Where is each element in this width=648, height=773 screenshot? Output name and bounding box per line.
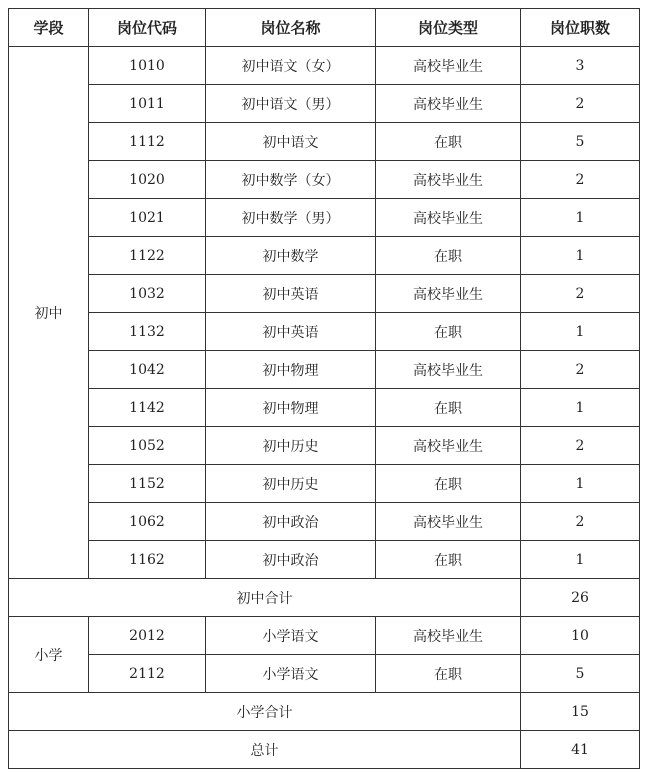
header-type: 岗位类型 bbox=[376, 9, 521, 47]
count-cell: 10 bbox=[521, 617, 640, 655]
type-cell: 在职 bbox=[376, 313, 521, 351]
job-positions-table bbox=[8, 8, 640, 769]
table-row bbox=[9, 85, 640, 123]
count-cell: 5 bbox=[521, 655, 640, 693]
count-cell: 1 bbox=[521, 541, 640, 579]
name-cell: 初中数学（男） bbox=[206, 199, 376, 237]
code-cell: 1021 bbox=[89, 199, 206, 237]
header-code: 岗位代码 bbox=[89, 9, 206, 47]
table-row bbox=[9, 351, 640, 389]
table-row bbox=[9, 503, 640, 541]
name-cell: 初中物理 bbox=[206, 389, 376, 427]
type-cell: 在职 bbox=[376, 465, 521, 503]
subtotal-label: 初中合计 bbox=[9, 579, 521, 617]
count-cell: 1 bbox=[521, 313, 640, 351]
table-row bbox=[9, 389, 640, 427]
table-row bbox=[9, 617, 640, 655]
code-cell: 1152 bbox=[89, 465, 206, 503]
count-cell: 2 bbox=[521, 503, 640, 541]
count-cell: 1 bbox=[521, 237, 640, 275]
type-cell: 高校毕业生 bbox=[376, 617, 521, 655]
type-cell: 在职 bbox=[376, 541, 521, 579]
header-stage: 学段 bbox=[9, 9, 89, 47]
count-cell: 2 bbox=[521, 275, 640, 313]
table-row bbox=[9, 313, 640, 351]
table-row bbox=[9, 123, 640, 161]
subtotal-label: 小学合计 bbox=[9, 693, 521, 731]
header-name: 岗位名称 bbox=[206, 9, 376, 47]
table-row bbox=[9, 427, 640, 465]
code-cell: 1112 bbox=[89, 123, 206, 161]
name-cell: 初中语文（男） bbox=[206, 85, 376, 123]
code-cell: 1132 bbox=[89, 313, 206, 351]
subtotal-value: 26 bbox=[521, 579, 640, 617]
code-cell: 1010 bbox=[89, 47, 206, 85]
type-cell: 高校毕业生 bbox=[376, 199, 521, 237]
code-cell: 1032 bbox=[89, 275, 206, 313]
subtotal-row-junior bbox=[9, 579, 640, 617]
type-cell: 高校毕业生 bbox=[376, 47, 521, 85]
code-cell: 1042 bbox=[89, 351, 206, 389]
name-cell: 初中数学 bbox=[206, 237, 376, 275]
table-row bbox=[9, 275, 640, 313]
name-cell: 初中语文（女） bbox=[206, 47, 376, 85]
code-cell: 2012 bbox=[89, 617, 206, 655]
name-cell: 小学语文 bbox=[206, 655, 376, 693]
type-cell: 在职 bbox=[376, 389, 521, 427]
name-cell: 初中政治 bbox=[206, 503, 376, 541]
count-cell: 2 bbox=[521, 351, 640, 389]
subtotal-row-primary bbox=[9, 693, 640, 731]
type-cell: 高校毕业生 bbox=[376, 351, 521, 389]
name-cell: 初中语文 bbox=[206, 123, 376, 161]
stage-cell-primary: 小学 bbox=[9, 617, 89, 693]
name-cell: 初中历史 bbox=[206, 427, 376, 465]
name-cell: 初中英语 bbox=[206, 275, 376, 313]
code-cell: 1011 bbox=[89, 85, 206, 123]
count-cell: 1 bbox=[521, 465, 640, 503]
code-cell: 1020 bbox=[89, 161, 206, 199]
table-row bbox=[9, 47, 640, 85]
header-count: 岗位职数 bbox=[521, 9, 640, 47]
total-label: 总计 bbox=[9, 731, 521, 769]
stage-cell-junior: 初中 bbox=[9, 47, 89, 579]
code-cell: 1052 bbox=[89, 427, 206, 465]
header-row bbox=[9, 9, 640, 47]
code-cell: 1162 bbox=[89, 541, 206, 579]
count-cell: 1 bbox=[521, 389, 640, 427]
count-cell: 2 bbox=[521, 161, 640, 199]
type-cell: 在职 bbox=[376, 123, 521, 161]
table-row bbox=[9, 237, 640, 275]
total-value: 41 bbox=[521, 731, 640, 769]
type-cell: 高校毕业生 bbox=[376, 161, 521, 199]
table-row bbox=[9, 161, 640, 199]
name-cell: 小学语文 bbox=[206, 617, 376, 655]
code-cell: 1122 bbox=[89, 237, 206, 275]
count-cell: 2 bbox=[521, 85, 640, 123]
type-cell: 高校毕业生 bbox=[376, 427, 521, 465]
table-row bbox=[9, 541, 640, 579]
count-cell: 5 bbox=[521, 123, 640, 161]
count-cell: 3 bbox=[521, 47, 640, 85]
code-cell: 1062 bbox=[89, 503, 206, 541]
code-cell: 1142 bbox=[89, 389, 206, 427]
count-cell: 2 bbox=[521, 427, 640, 465]
code-cell: 2112 bbox=[89, 655, 206, 693]
type-cell: 在职 bbox=[376, 237, 521, 275]
count-cell: 1 bbox=[521, 199, 640, 237]
name-cell: 初中历史 bbox=[206, 465, 376, 503]
subtotal-value: 15 bbox=[521, 693, 640, 731]
type-cell: 高校毕业生 bbox=[376, 275, 521, 313]
total-row bbox=[9, 731, 640, 769]
table-row bbox=[9, 199, 640, 237]
type-cell: 高校毕业生 bbox=[376, 503, 521, 541]
name-cell: 初中英语 bbox=[206, 313, 376, 351]
table-row bbox=[9, 655, 640, 693]
name-cell: 初中政治 bbox=[206, 541, 376, 579]
name-cell: 初中数学（女） bbox=[206, 161, 376, 199]
table-row bbox=[9, 465, 640, 503]
type-cell: 在职 bbox=[376, 655, 521, 693]
type-cell: 高校毕业生 bbox=[376, 85, 521, 123]
name-cell: 初中物理 bbox=[206, 351, 376, 389]
